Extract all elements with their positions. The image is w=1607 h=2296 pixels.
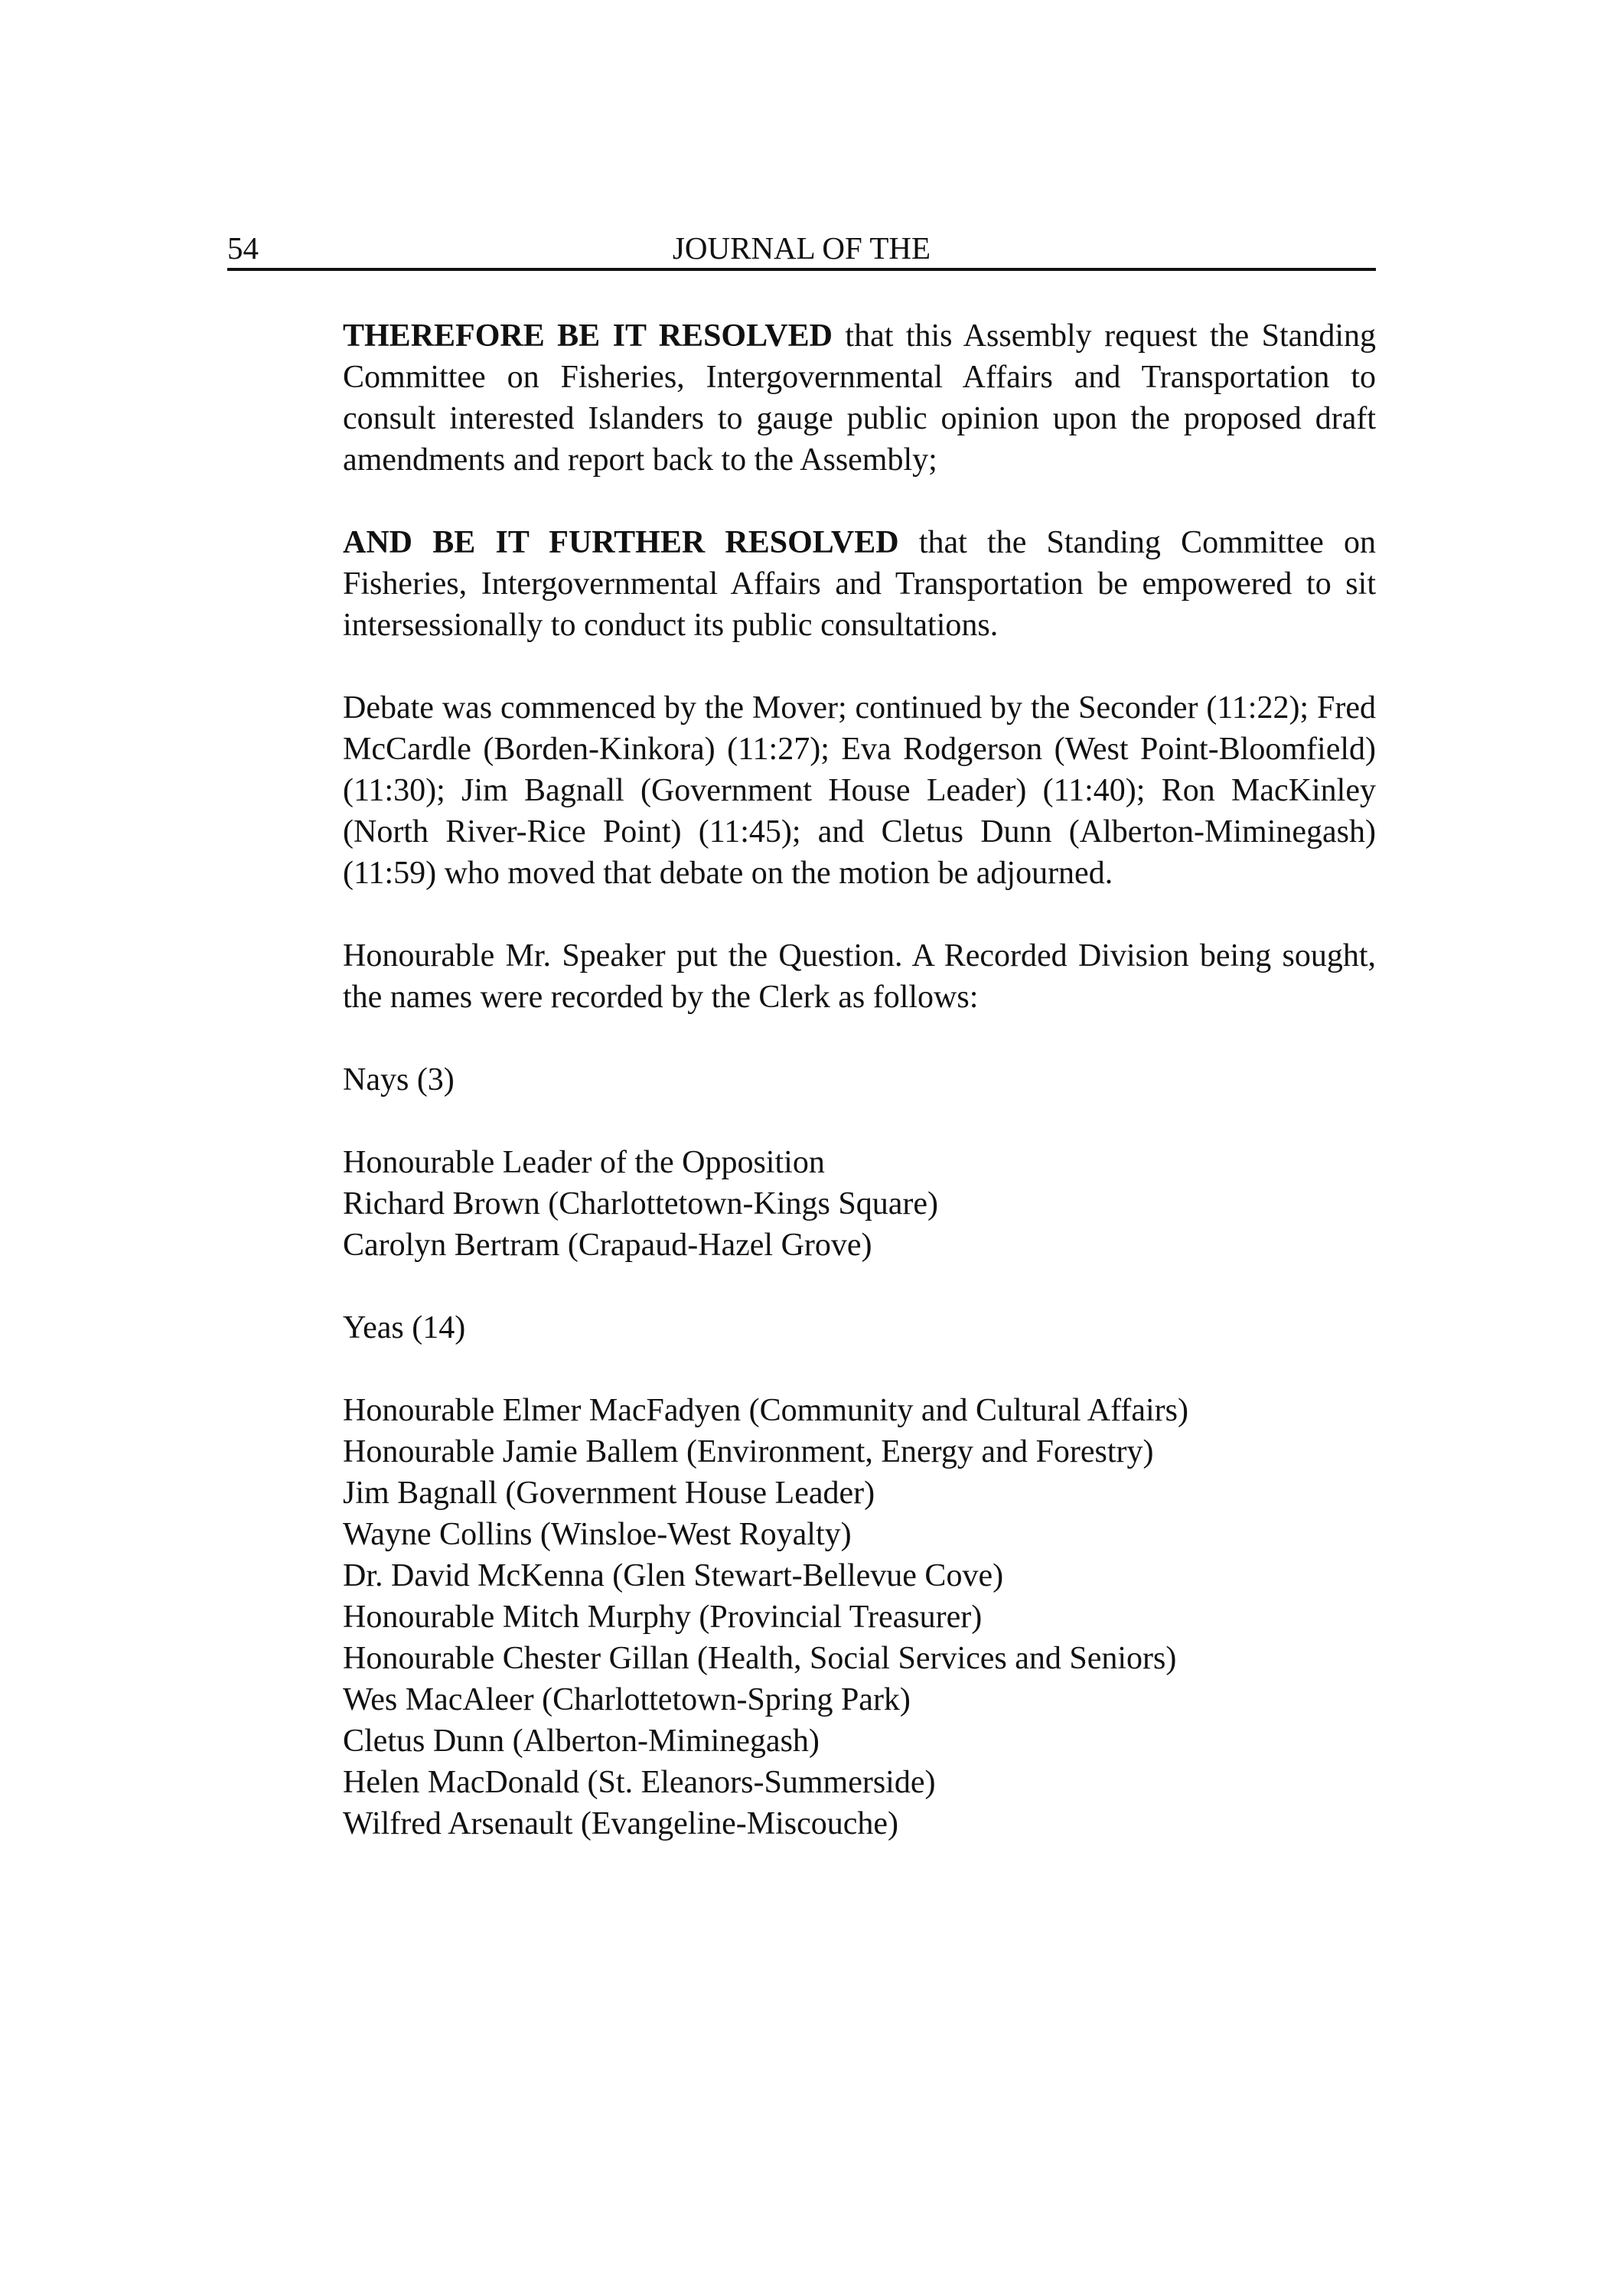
resolution-further-text: that the Standing Committee on Fisheries, Intergovernmental Affairs and Transportation be empowered to sit intersessionally to conduct its public consultations. — [343, 525, 1376, 643]
nays-member: Honourable Leader of the Opposition — [343, 1145, 825, 1180]
yeas-member: Cletus Dunn (Alberton-Miminegash) — [343, 1724, 820, 1759]
journal-body — [343, 315, 1376, 1886]
resolution-therefore — [343, 315, 1376, 481]
nays-heading: Nays (3) — [343, 1062, 455, 1097]
yeas-member: Helen MacDonald (St. Eleanors-Summerside) — [343, 1765, 936, 1800]
resolution-further-lead: AND BE IT FURTHER RESOLVED — [343, 525, 899, 560]
yeas-member: Wayne Collins (Winsloe-West Royalty) — [343, 1517, 852, 1552]
yeas-member: Dr. David McKenna (Glen Stewart-Bellevue Cove) — [343, 1558, 1004, 1593]
yeas-member: Honourable Chester Gillan (Health, Social Services and Seniors) — [343, 1641, 1177, 1676]
running-title: JOURNAL OF THE — [672, 230, 931, 266]
resolution-therefore-text: that this Assembly request the Standing Committee on Fisheries, Intergovernmental Affairs and Transportation to consult interested Islanders to gauge public opinion upon the proposed draft amendments and report back to the Assembly; — [343, 318, 1376, 478]
yeas-member: Honourable Mitch Murphy (Provincial Treasurer) — [343, 1600, 983, 1635]
yeas-list — [343, 1390, 1376, 1844]
resolution-further — [343, 522, 1376, 646]
yeas-member: Wilfred Arsenault (Evangeline-Miscouche) — [343, 1806, 899, 1841]
nays-member: Richard Brown (Charlottetown-Kings Square) — [343, 1186, 939, 1221]
nays-member: Carolyn Bertram (Crapaud-Hazel Grove) — [343, 1228, 872, 1263]
page-header — [227, 227, 1376, 271]
yeas-member: Honourable Elmer MacFadyen (Community and Cultural Affairs) — [343, 1393, 1188, 1428]
page-number: 54 — [227, 230, 259, 266]
yeas-member: Jim Bagnall (Government House Leader) — [343, 1476, 875, 1511]
nays-list — [343, 1142, 1376, 1266]
question-paragraph: Honourable Mr. Speaker put the Question. A Recorded Division being sought, the names were recorded by the Clerk as follows: — [343, 938, 1376, 1015]
debate-paragraph: Debate was commenced by the Mover; continued by the Seconder (11:22); Fred McCardle (Borden-Kinkora) (11:27); Eva Rodgerson (West Point-Bloomfield) (11:30); Jim Bagnall (Government House Leader) (11:40); Ron MacKinley (North River-Rice Point) (11:45); and Cletus Dunn (Alberton-Miminegash) (11:59) who moved that debate on the motion be adjourned. — [343, 690, 1376, 891]
yeas-member: Wes MacAleer (Charlottetown-Spring Park) — [343, 1682, 911, 1717]
yeas-member: Honourable Jamie Ballem (Environment, Energy and Forestry) — [343, 1434, 1154, 1469]
yeas-heading: Yeas (14) — [343, 1310, 466, 1345]
resolution-therefore-lead: THEREFORE BE IT RESOLVED — [343, 318, 833, 354]
